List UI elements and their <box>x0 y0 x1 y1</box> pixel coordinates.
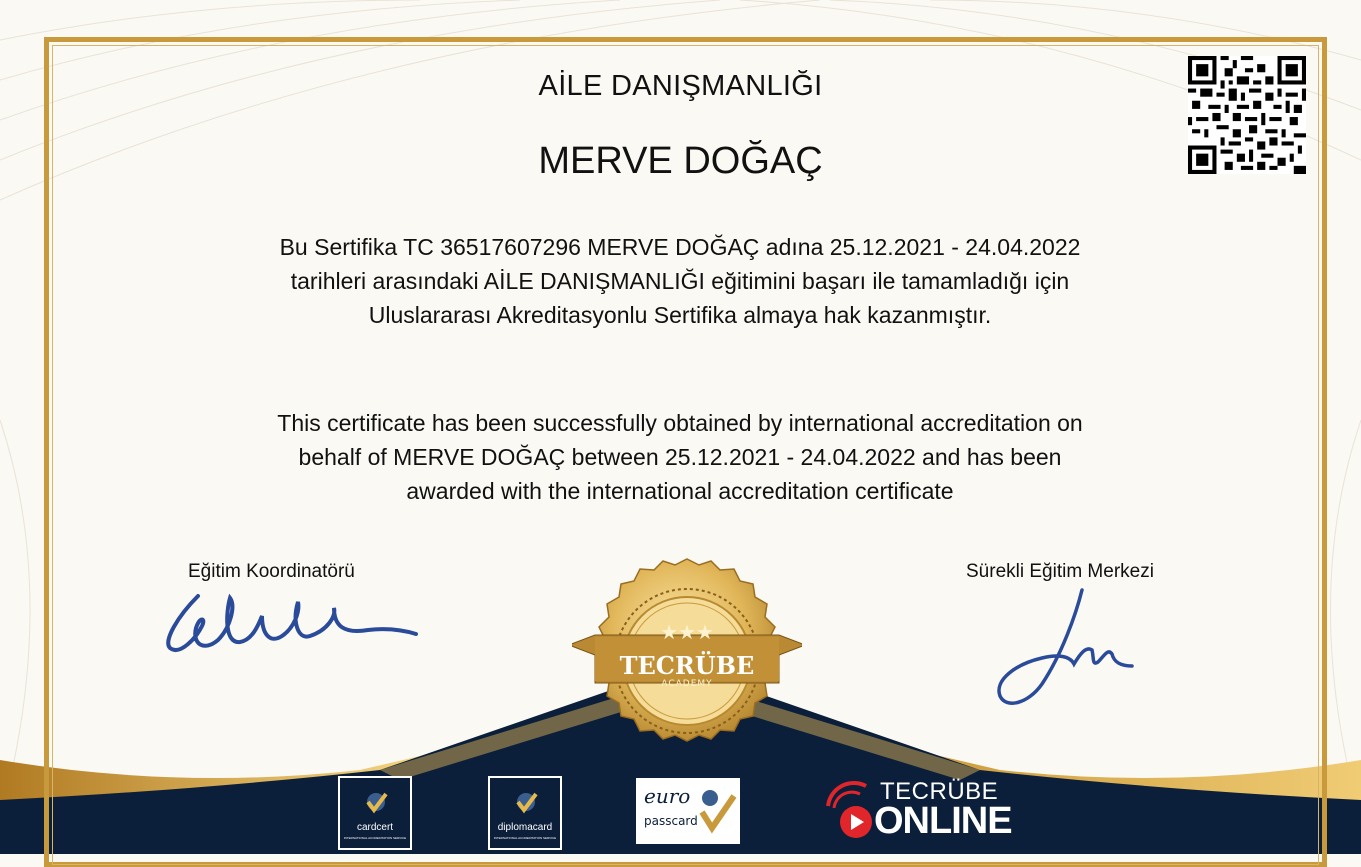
passcard-label: passcard <box>644 814 698 828</box>
english-line: This certificate has been successfully obtained by international accreditation on <box>277 410 1083 436</box>
coordinator-signature <box>158 586 430 666</box>
cardcert-sub: INTERNATIONAL ACCREDITATION SERVICE <box>343 836 407 840</box>
center-signature <box>996 584 1138 714</box>
coordinator-label: Eğitim Koordinatörü <box>188 561 355 582</box>
tecrube-academy-seal <box>572 556 802 766</box>
turkish-line: Uluslararası Akreditasyonlu Sertifika almaya hak kazanmıştır. <box>368 302 992 328</box>
seal-subtitle: ACADEMY <box>661 679 713 689</box>
cardcert-logo <box>338 776 412 850</box>
cardcert-label: cardcert <box>356 822 394 833</box>
diplomacard-logo <box>488 776 562 850</box>
recipient-name: MERVE DOĞAÇ <box>538 140 823 182</box>
diplomacard-label: diplomacard <box>497 822 553 833</box>
checkmark-icon <box>512 788 540 816</box>
turkish-line: Bu Sertifika TC 36517607296 MERVE DOĞAÇ adına 25.12.2021 - 24.04.2022 <box>279 234 1081 260</box>
tecrube-online-bottom: ONLINE <box>874 800 1012 842</box>
tecrube-online-top: TECRÜBE <box>880 778 999 805</box>
seal-brand: TECRÜBE <box>619 651 755 680</box>
turkish-statement <box>180 230 1180 332</box>
globe-check-icon <box>698 786 738 836</box>
diplomacard-sub: INTERNATIONAL ACCREDITATION SERVICE <box>493 836 557 840</box>
play-icon <box>822 776 882 842</box>
euro-label: euro <box>644 784 691 808</box>
checkmark-icon <box>362 788 390 816</box>
seal-stars: ★★★ <box>660 620 714 644</box>
course-title: AİLE DANIŞMANLIĞI <box>538 70 823 102</box>
english-line: awarded with the international accreditation certificate <box>406 478 954 504</box>
english-statement <box>180 406 1180 508</box>
europasscard-logo <box>634 776 742 846</box>
tecrube-online-logo <box>822 776 1022 842</box>
english-line: behalf of MERVE DOĞAÇ between 25.12.2021 - 24.04.2022 and has been <box>298 444 1062 470</box>
turkish-line: tarihleri arasındaki AİLE DANIŞMANLIĞI eğitimini başarı ile tamamladığı için <box>290 268 1070 294</box>
education-center-label: Sürekli Eğitim Merkezi <box>966 561 1154 582</box>
